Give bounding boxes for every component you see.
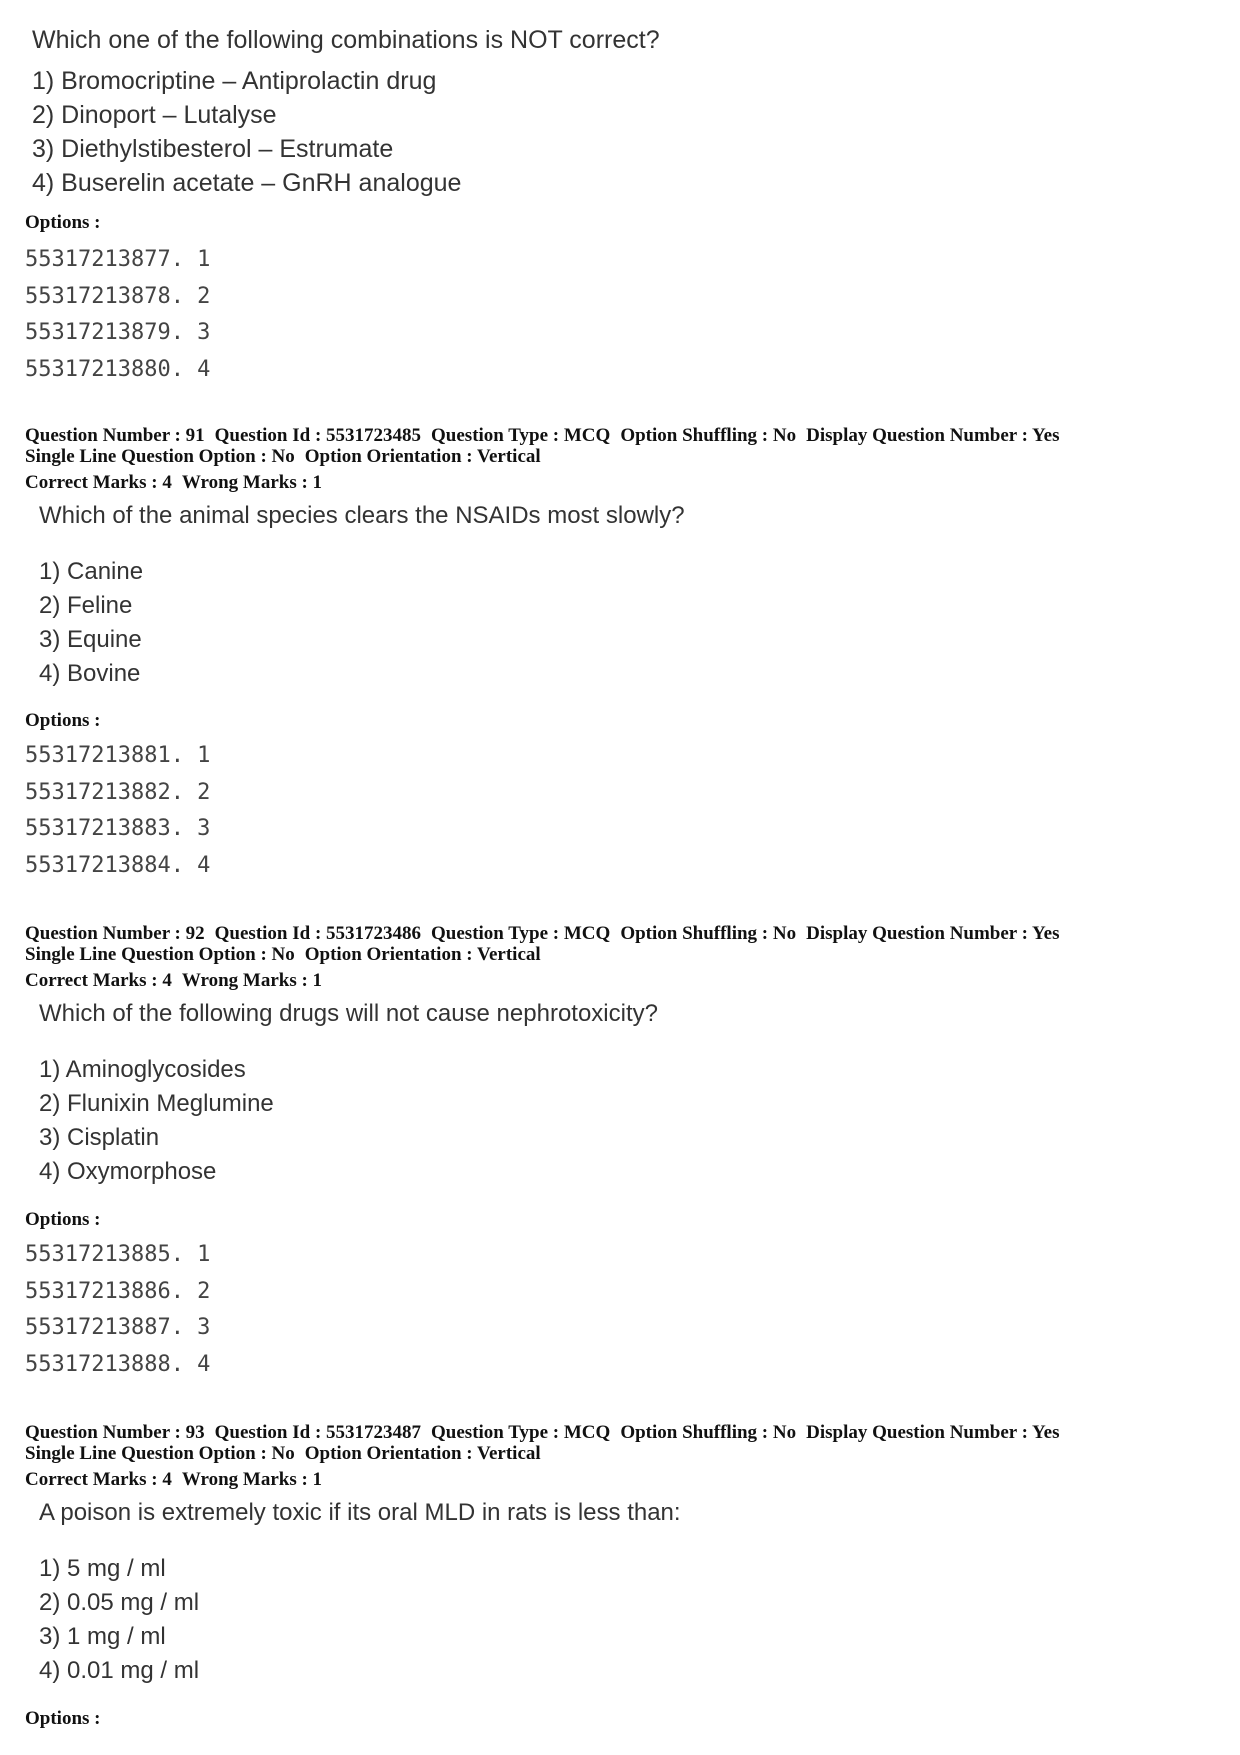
question-meta — [25, 1422, 1069, 1464]
option-shuffling: Option Shuffling : No — [620, 425, 797, 446]
options-label: Options : — [25, 212, 101, 233]
display-question-number: Display Question Number : Yes — [806, 425, 1060, 446]
question-choices — [39, 555, 143, 691]
single-line-option: Single Line Question Option : No — [25, 944, 295, 965]
choice-line: 3) Equine — [39, 626, 142, 653]
option-item: 55317213887. 3 — [25, 1315, 211, 1341]
question-choices — [32, 64, 461, 200]
options-list — [25, 242, 210, 389]
option-item: 55317213881. 1 — [25, 743, 211, 768]
option-item: 55317213886. 2 — [25, 1278, 211, 1304]
choice-line: 2) 0.05 mg / ml — [39, 1589, 200, 1616]
choice-line: 4) Bovine — [39, 660, 141, 687]
option-item: 55317213878. 2 — [25, 283, 211, 309]
option-item: 55317213884. 4 — [25, 853, 211, 879]
wrong-marks: Wrong Marks : 1 — [181, 1469, 323, 1490]
options-label: Options : — [25, 710, 101, 731]
option-item: 55317213885. 1 — [25, 1242, 211, 1267]
question-stem: Which of the animal species clears the NSAIDs most slowly? — [39, 502, 685, 529]
option-item: 55317213877. 1 — [25, 247, 211, 272]
options-label: Options : — [25, 1209, 101, 1230]
options-label: Options : — [25, 1708, 101, 1729]
question-number: Question Number : 91 — [25, 425, 205, 446]
question-stem: Which one of the following combinations is NOT correct? — [32, 26, 660, 54]
option-orientation: Option Orientation : Vertical — [304, 944, 541, 965]
wrong-marks: Wrong Marks : 1 — [181, 472, 323, 493]
choice-line: 4) Buserelin acetate – GnRH analogue — [32, 169, 462, 197]
option-item: 55317213879. 3 — [25, 320, 211, 346]
option-shuffling: Option Shuffling : No — [620, 1422, 797, 1443]
question-choices — [39, 1053, 274, 1189]
option-item: 55317213883. 3 — [25, 816, 211, 842]
question-number: Question Number : 92 — [25, 923, 205, 944]
choice-line: 3) Diethylstibesterol – Estrumate — [32, 135, 394, 163]
option-item: 55317213880. 4 — [25, 357, 211, 383]
choice-line: 1) Bromocriptine – Antiprolactin drug — [32, 67, 437, 95]
question-id: Question Id : 5531723485 — [214, 425, 422, 446]
wrong-marks: Wrong Marks : 1 — [181, 970, 323, 991]
choice-line: 4) Oxymorphose — [39, 1158, 217, 1185]
question-type: Question Type : MCQ — [431, 425, 611, 446]
question-number: Question Number : 93 — [25, 1422, 205, 1443]
choice-line: 1) Aminoglycosides — [39, 1056, 246, 1083]
choice-line: 1) 5 mg / ml — [39, 1555, 166, 1582]
question-type: Question Type : MCQ — [431, 923, 611, 944]
correct-marks: Correct Marks : 4 — [25, 970, 172, 991]
single-line-option: Single Line Question Option : No — [25, 446, 295, 467]
question-type: Question Type : MCQ — [431, 1422, 611, 1443]
correct-marks: Correct Marks : 4 — [25, 472, 172, 493]
correct-marks: Correct Marks : 4 — [25, 1469, 172, 1490]
choice-line: 4) 0.01 mg / ml — [39, 1657, 200, 1684]
question-marks — [25, 472, 332, 494]
choice-line: 3) 1 mg / ml — [39, 1623, 166, 1650]
question-meta — [25, 425, 1069, 467]
options-list — [25, 1237, 210, 1384]
display-question-number: Display Question Number : Yes — [806, 923, 1060, 944]
options-list — [25, 738, 210, 885]
option-orientation: Option Orientation : Vertical — [304, 446, 541, 467]
question-meta — [25, 923, 1069, 965]
question-id: Question Id : 5531723486 — [214, 923, 422, 944]
option-item: 55317213888. 4 — [25, 1352, 211, 1378]
question-marks — [25, 1469, 332, 1491]
question-stem: A poison is extremely toxic if its oral MLD in rats is less than: — [39, 1499, 681, 1526]
display-question-number: Display Question Number : Yes — [806, 1422, 1060, 1443]
option-item: 55317213882. 2 — [25, 779, 211, 805]
choice-line: 1) Canine — [39, 558, 144, 585]
question-id: Question Id : 5531723487 — [214, 1422, 422, 1443]
single-line-option: Single Line Question Option : No — [25, 1443, 295, 1464]
question-stem: Which of the following drugs will not cause nephrotoxicity? — [39, 1000, 658, 1027]
question-choices — [39, 1552, 199, 1688]
option-orientation: Option Orientation : Vertical — [304, 1443, 541, 1464]
choice-line: 2) Dinoport – Lutalyse — [32, 101, 277, 129]
option-shuffling: Option Shuffling : No — [620, 923, 797, 944]
choice-line: 2) Feline — [39, 592, 133, 619]
choice-line: 2) Flunixin Meglumine — [39, 1090, 274, 1117]
choice-line: 3) Cisplatin — [39, 1124, 160, 1151]
question-marks — [25, 970, 332, 992]
